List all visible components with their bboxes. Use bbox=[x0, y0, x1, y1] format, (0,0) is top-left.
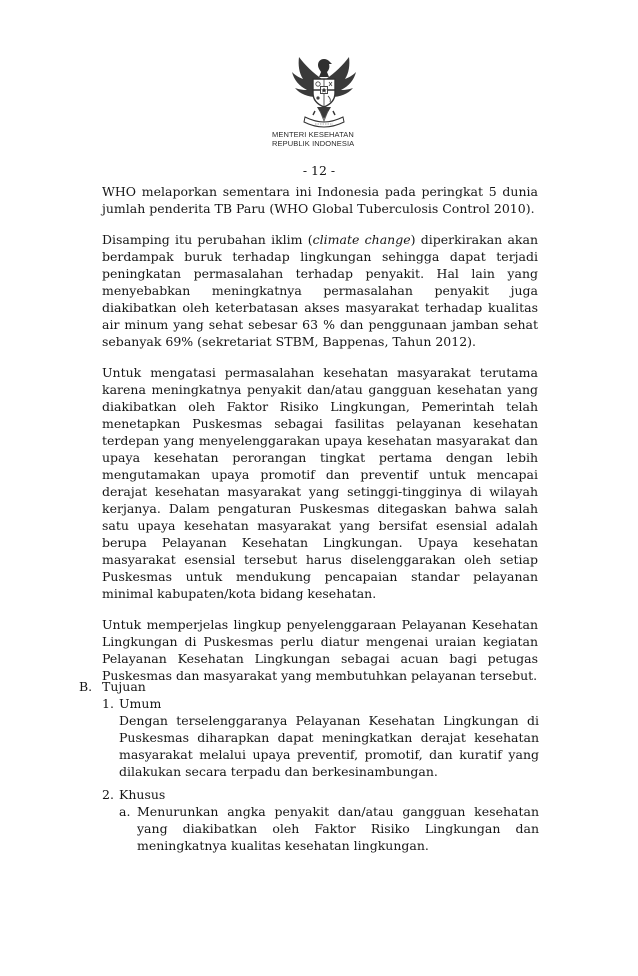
paragraph-scope: Untuk memperjelas lingkup penyelenggaraan Pelayanan Kesehatan Lingkungan di Puskesmas perlu diatur mengenai uraian kegiatan Pelayanan Kesehatan Lingkungan sebagai acuan bagi petugas Puskesmas dan masyarakat yang membutuhkan pelayanan tersebut. bbox=[102, 617, 538, 683]
ministry-line-1: MENTERI KESEHATAN bbox=[272, 130, 354, 139]
item-umum bbox=[102, 695, 539, 780]
item-heading bbox=[102, 786, 539, 803]
sub-item-a bbox=[119, 803, 539, 854]
item-title: Umum bbox=[119, 696, 162, 711]
section-tujuan bbox=[79, 678, 539, 854]
paragraph-who: WHO melaporkan sementara ini Indonesia pada peringkat 5 dunia jumlah penderita TB Paru (WHO Global Tuberculosis Control 2010). bbox=[102, 184, 538, 216]
paragraph-puskesmas: Untuk mengatasi permasalahan kesehatan masyarakat terutama karena meningkatnya penyakit dan/atau gangguan kesehatan yang diakibatkan oleh Faktor Risiko Lingkungan, Pemerintah telah menetapkan Puskesmas sebagai fasilitas pelayanan kesehatan terdepan yang menyelenggarakan upaya kesehatan masyarakat dan upaya kesehatan perorangan tingkat pertama dengan lebih mengutamakan upaya promotif dan preventif untuk mencapai derajat kesehatan masyarakat yang setinggi-tingginya di wilayah kerjanya. Dalam pengaturan Puskesmas ditegaskan bahwa salah satu upaya kesehatan masyarakat yang bersifat esensial adalah berupa Pelayanan Kesehatan Lingkungan. Upaya kesehatan masyarakat esensial tersebut harus diselenggarakan oleh setiap Puskesmas untuk mendukung pencapaian standar pelayanan minimal kabupaten/kota bidang kesehatan. bbox=[102, 365, 538, 601]
sub-item-letter: a. bbox=[119, 804, 131, 819]
section-letter: B. bbox=[79, 679, 93, 694]
ministry-label bbox=[272, 130, 368, 148]
garuda-emblem-icon bbox=[289, 55, 359, 129]
section-title: Tujuan bbox=[102, 679, 146, 694]
item-khusus bbox=[102, 786, 539, 854]
section-heading bbox=[79, 678, 539, 695]
ministry-line-2: REPUBLIK INDONESIA bbox=[272, 139, 355, 148]
item-text: Dengan terselenggaranya Pelayanan Kesehatan Lingkungan di Puskesmas diharapkan dapat meningkatkan derajat kesehatan masyarakat melalui upaya preventif, promotif, dan kuratif yang dilakukan secara terpadu dan berkesinambungan. bbox=[119, 713, 539, 779]
item-number: 1. bbox=[102, 696, 114, 711]
page-number: - 12 - bbox=[302, 163, 336, 178]
climate-change-term: climate change bbox=[312, 232, 411, 247]
item-title: Khusus bbox=[119, 787, 166, 802]
climate-text-before: Disamping itu perubahan iklim ( bbox=[102, 232, 313, 247]
sub-item-text: Menurunkan angka penyakit dan/atau gangguan kesehatan yang diakibatkan oleh Faktor Risiko Lingkungan dan meningkatnya kualitas kesehatan lingkungan. bbox=[137, 804, 539, 853]
item-number: 2. bbox=[102, 787, 114, 802]
document-body bbox=[102, 183, 538, 698]
item-heading bbox=[102, 695, 539, 712]
climate-text-after: ) diperkirakan akan berdampak buruk terhadap lingkungan sehingga dapat terjadi peningkatan permasalahan terhadap penyakit. Hal lain yang menyebabkan meningkatnya permasalahan penyakit juga diakibatkan oleh keterbatasan akses masyarakat terhadap kualitas air minum yang sehat sebesar 63 % dan penggunaan jamban sehat sebanyak 69% (sekretariat STBM, Bappenas, Tahun 2012). bbox=[102, 232, 538, 349]
paragraph-climate-change bbox=[102, 231, 538, 350]
